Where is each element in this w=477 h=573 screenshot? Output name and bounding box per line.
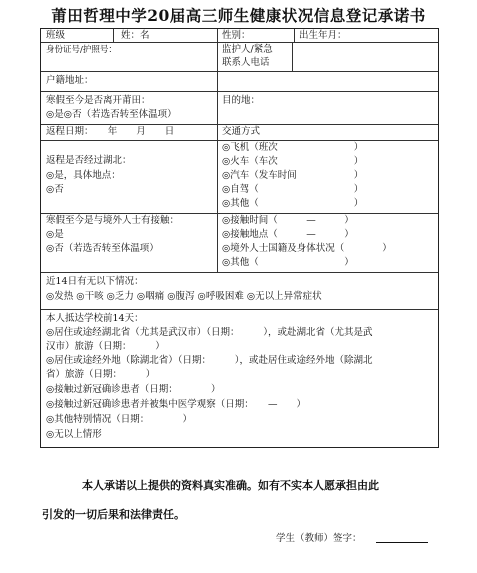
transport-option-bus: ◎汽车（发车时间 ）	[222, 170, 364, 181]
name-label: 姓：名	[121, 30, 150, 41]
hubei-question: 返程是否经过湖北：	[46, 155, 132, 166]
hukou-address-label: 户籍地址：	[46, 75, 94, 86]
transport-option-other: ◎其他（ ）	[222, 198, 364, 209]
registration-form	[40, 28, 439, 448]
signature-line[interactable]	[376, 542, 428, 543]
page-title: 莆田哲理中学20届高三师生健康状况信息登记承诺书	[51, 6, 426, 25]
arrival-option-special: ◎其他特别情况（日期： ）	[46, 414, 193, 425]
hubei-yes-option: ◎是，具体地点：	[46, 170, 121, 181]
birth-label: 出生年月：	[299, 30, 347, 41]
symptoms-question: 近14日有无以下情况：	[46, 276, 144, 287]
transport-option-plane: ◎飞机（班次 ）	[222, 142, 364, 153]
arrival-option-none: ◎无以上情形	[46, 429, 102, 440]
col-divider	[217, 91, 218, 272]
arrival-option-other-region-1: ◎居住或途经外地（除湖北省）（日期： ），或赴居住或途经外地（除湖北	[46, 355, 373, 366]
row-divider	[41, 42, 438, 43]
row-divider	[41, 272, 438, 273]
symptoms-options: ◎发热 ◎干咳 ◎乏力 ◎咽痛 ◎腹泻 ◎呼吸困难 ◎无以上异常症状	[46, 291, 322, 302]
row-divider	[41, 140, 438, 141]
signature-label: 学生（教师）签字：	[276, 533, 362, 544]
return-date-label: 返程日期： 年 月 日	[46, 126, 175, 137]
contact-place: ◎接触地点（ — ）	[222, 229, 354, 240]
contact-other: ◎其他（ ）	[222, 257, 354, 268]
foreigner-nationality-health: ◎境外人士国籍及身体状况（ ）	[222, 243, 392, 254]
row-divider	[41, 213, 438, 214]
transport-option-train: ◎火车（车次 ）	[222, 156, 364, 167]
arrival-option-quarantine: ◎接触过新冠确诊患者并被集中医学观察（日期： — ）	[46, 399, 307, 410]
id-number-label: 身份证号/护照号：	[46, 45, 117, 55]
col-divider	[294, 29, 295, 42]
transport-label: 交通方式	[222, 126, 261, 137]
destination-label: 目的地：	[222, 95, 261, 106]
gender-label: 性别：	[222, 30, 251, 41]
hubei-no-option: ◎否	[46, 184, 64, 195]
arrival-option-other-region-2: 省）旅游（日期： ）	[46, 369, 156, 380]
left-putian-options: ◎是◎否（若选否转至体温项）	[46, 109, 177, 120]
row-divider	[41, 309, 438, 310]
row-divider	[41, 71, 438, 72]
foreign-contact-question: 寒假至今是与境外人士有接触：	[46, 215, 180, 226]
arrival-14days-title: 本人抵达学校前14天：	[46, 313, 144, 324]
col-divider	[292, 42, 293, 71]
col-divider	[113, 29, 114, 42]
class-label: 班级	[46, 30, 66, 41]
pledge-line-2: 引发的一切后果和法律责任。	[42, 508, 185, 521]
col-divider	[217, 29, 218, 91]
left-putian-question: 寒假至今是否离开莆田：	[46, 95, 151, 106]
row-divider	[41, 124, 438, 125]
pledge-line-1: 本人承诺以上提供的资料真实准确。如有不实本人愿承担由此	[82, 479, 379, 492]
arrival-option-hubei-2: 汉市）旅游（日期： ）	[46, 341, 165, 352]
foreign-contact-no: ◎否（若选否转至体温项）	[46, 243, 159, 254]
arrival-option-contact-confirmed: ◎接触过新冠确诊患者（日期： ）	[46, 384, 221, 395]
foreign-contact-yes: ◎是	[46, 229, 64, 240]
arrival-option-hubei-1: ◎居住或途经湖北省（尤其是武汉市）（日期： ），或赴湖北省（尤其是武	[46, 327, 373, 338]
transport-option-self-drive: ◎自驾（ ）	[222, 184, 364, 195]
contact-time: ◎接触时间（ — ）	[222, 215, 354, 226]
row-divider	[41, 91, 438, 92]
guardian-label-2: 联系人电话	[222, 57, 270, 68]
guardian-label-1: 监护人/紧急	[222, 44, 273, 55]
